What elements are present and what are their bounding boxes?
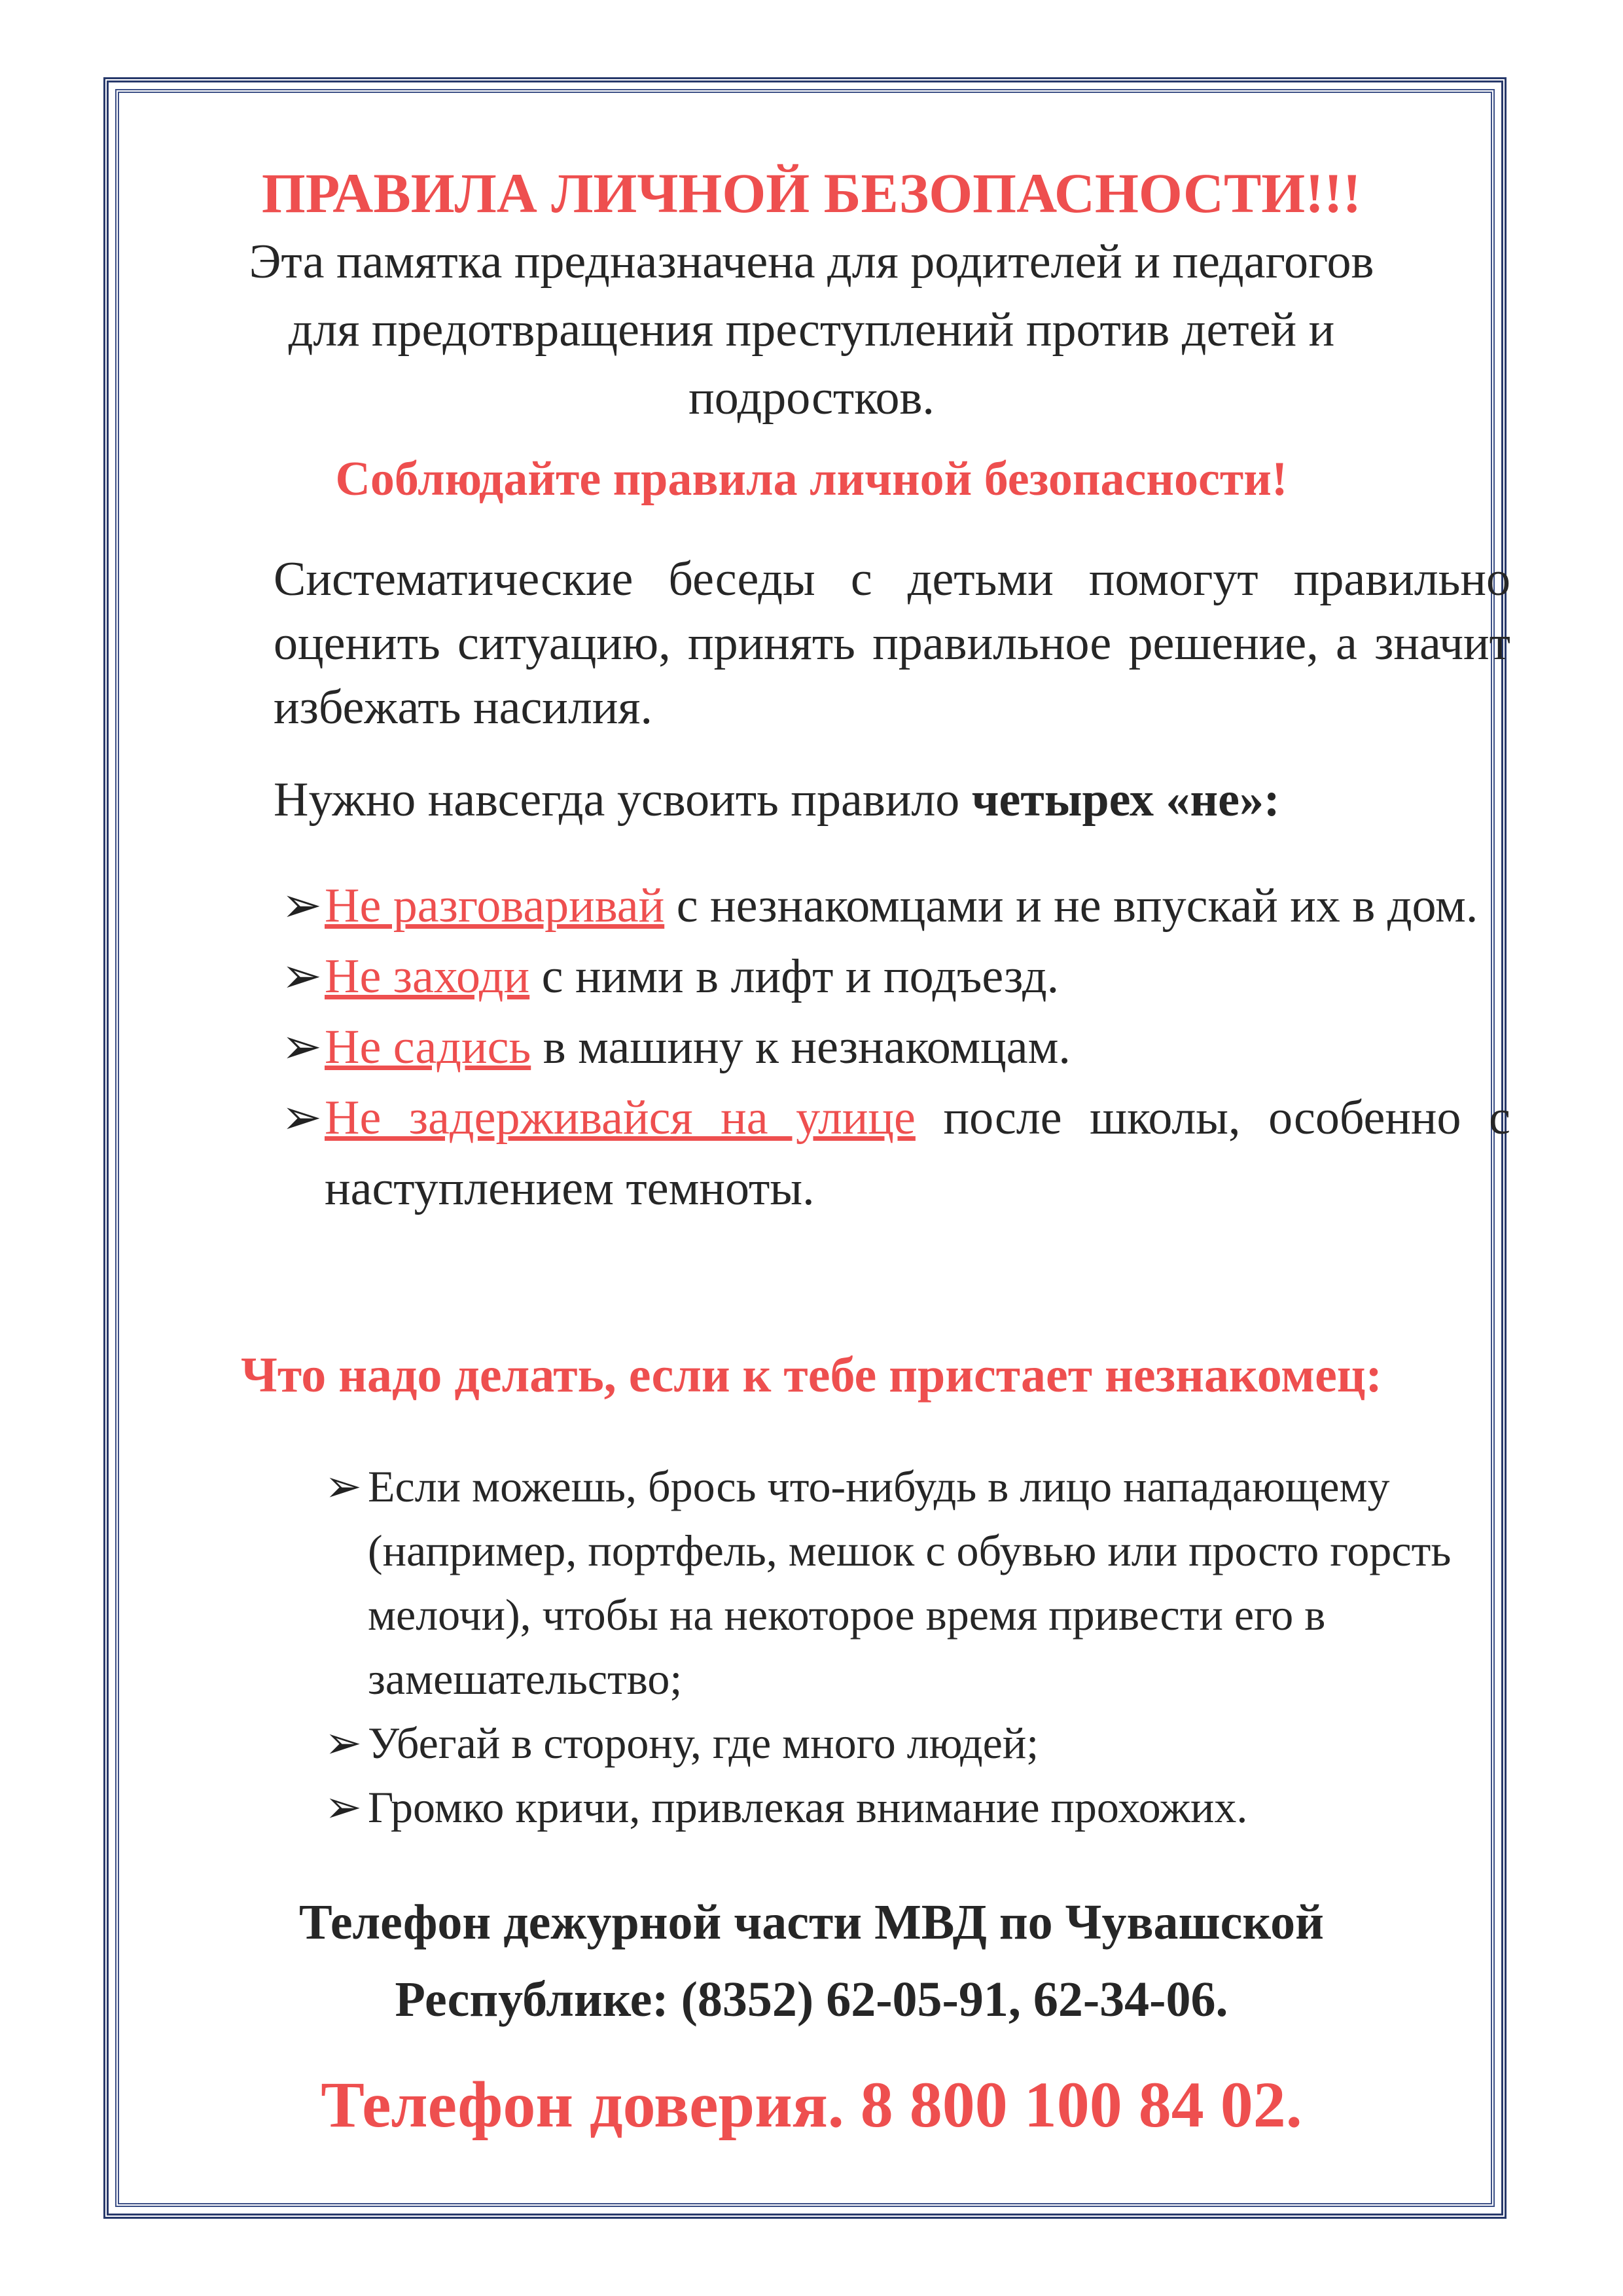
list-item	[281, 941, 1510, 1012]
trust-hotline: Телефон доверия. 8 800 100 84 02.	[321, 2068, 1302, 2141]
dont-rest: в машину к незнакомцам.	[531, 1020, 1071, 1074]
list-item	[281, 1083, 1510, 1224]
dont-phrase: Не задерживайся на улице	[325, 1091, 916, 1145]
dont-phrase: Не разговаривай	[325, 879, 665, 933]
rule-prefix: Нужно навсегда усвоить правило	[274, 773, 972, 827]
step-text: Если можешь, брось что-нибудь в лицо нападающему (например, портфель, мешок с обувью или просто горсть мелочи), чтобы на некоторое время привести его в замешательство;	[368, 1462, 1452, 1704]
list-item	[281, 1012, 1510, 1083]
arrow-bullet-icon: ➢	[325, 1462, 362, 1511]
arrow-bullet-icon: ➢	[281, 1091, 323, 1145]
arrow-bullet-icon: ➢	[281, 1020, 323, 1074]
four-nots-rule	[274, 772, 1510, 828]
rule-emphasis: четырех «не»:	[971, 773, 1280, 827]
list-item	[325, 1454, 1520, 1711]
intro-text	[196, 228, 1427, 432]
intro-line-3: подростков.	[688, 371, 935, 425]
safety-subheading: Соблюдайте правила личной безопасности!	[335, 452, 1288, 506]
arrow-bullet-icon: ➢	[281, 950, 323, 1003]
dont-phrase: Не заходи	[325, 950, 530, 1003]
arrow-bullet-icon: ➢	[281, 879, 323, 933]
police-line-2: Республике: (8352) 62-05-91, 62-34-06.	[395, 1972, 1228, 2027]
page-title: ПРАВИЛА ЛИЧНОЙ БЕЗОПАСНОСТИ!!!	[261, 162, 1362, 224]
dont-rest: с ними в лифт и подъезд.	[529, 950, 1060, 1003]
police-line-1: Телефон дежурной части МВД по Чувашской	[299, 1895, 1324, 1950]
dont-rest: с незнакомцами и не впускай их в дом.	[664, 879, 1478, 933]
intro-line-2: для предотвращения преступлений против детей и	[288, 303, 1335, 357]
arrow-bullet-icon: ➢	[325, 1782, 362, 1832]
step-text: Громко кричи, привлекая внимание прохожих.	[368, 1782, 1248, 1832]
list-item	[281, 870, 1510, 941]
dont-phrase: Не садись	[325, 1020, 531, 1074]
step-text: Убегай в сторону, где много людей;	[368, 1718, 1039, 1768]
list-item	[325, 1711, 1520, 1775]
intro-line-1: Эта памятка предназначена для родителей и педагогов	[249, 235, 1374, 289]
conversation-paragraph: Систематические беседы с детьми помогут правильно оценить ситуацию, принять правильное решение, а значит избежать насилия.	[274, 552, 1510, 734]
donts-list	[281, 870, 1510, 1224]
dont-rest: после школы, особенно с наступлением темноты.	[325, 1091, 1510, 1215]
police-phone	[0, 1884, 1623, 2038]
arrow-bullet-icon: ➢	[325, 1718, 362, 1768]
steps-list	[325, 1454, 1520, 1839]
stranger-heading: Что надо делать, если к тебе пристает незнакомец:	[241, 1348, 1382, 1403]
list-item	[325, 1775, 1520, 1839]
